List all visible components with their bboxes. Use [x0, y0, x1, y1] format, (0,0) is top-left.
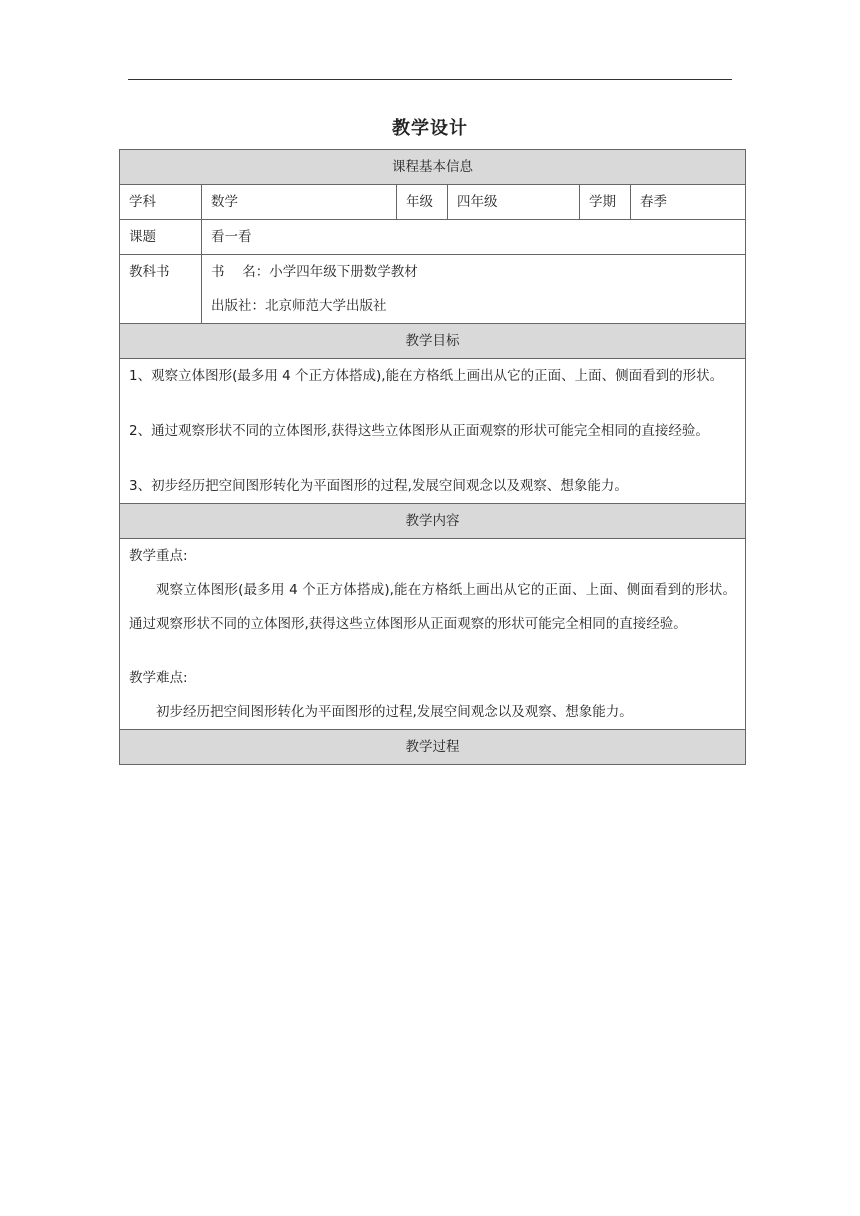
key-points-text: 观察立体图形(最多用 4 个正方体搭成),能在方格纸上画出从它的正面、上面、侧面看到的形状。通过观察形状不同的立体图形,获得这些立体图形从正面观察的形状可能完全相同的直接经验。	[129, 582, 737, 632]
objective-item-3: 3、初步经历把空间图形转化为平面图形的过程,发展空间观念以及观察、想象能力。	[129, 478, 628, 494]
subject-value: 数学	[202, 185, 397, 220]
term-value: 春季	[631, 185, 746, 220]
lesson-plan-table	[119, 149, 746, 765]
topic-value: 看一看	[202, 220, 746, 255]
content-body	[120, 539, 746, 730]
objective-item-1: 1、观察立体图形(最多用 4 个正方体搭成),能在方格纸上画出从它的正面、上面、侧面看到的形状。	[129, 368, 724, 384]
grade-value: 四年级	[448, 185, 580, 220]
process-header-row	[120, 730, 746, 765]
textbook-info	[202, 255, 746, 324]
topic-label: 课题	[120, 220, 202, 255]
objectives-heading: 教学目标	[120, 324, 746, 359]
objective-item-2: 2、通过观察形状不同的立体图形,获得这些立体图形从正面观察的形状可能完全相同的直接经验。	[129, 423, 709, 439]
content-row	[120, 539, 746, 730]
key-points-label: 教学重点:	[129, 548, 188, 564]
content-heading: 教学内容	[120, 504, 746, 539]
header-rule	[128, 79, 732, 80]
objectives-header-row	[120, 324, 746, 359]
content-header-row	[120, 504, 746, 539]
document-title: 教学设计	[392, 118, 468, 139]
textbook-publisher: 出版社：北京师范大学出版社	[211, 298, 387, 314]
difficulty-label: 教学难点:	[129, 670, 188, 686]
textbook-name: 书 名：小学四年级下册数学教材	[211, 264, 418, 280]
basic-info-heading: 课程基本信息	[120, 150, 746, 185]
subject-row	[120, 185, 746, 220]
process-heading: 教学过程	[120, 730, 746, 765]
textbook-row	[120, 255, 746, 324]
basic-info-header-row	[120, 150, 746, 185]
grade-label: 年级	[397, 185, 448, 220]
subject-label: 学科	[120, 185, 202, 220]
difficulty-text: 初步经历把空间图形转化为平面图形的过程,发展空间观念以及观察、想象能力。	[156, 704, 633, 720]
textbook-label: 教科书	[120, 255, 202, 324]
objectives-body	[120, 359, 746, 504]
objectives-row	[120, 359, 746, 504]
topic-row	[120, 220, 746, 255]
term-label: 学期	[580, 185, 631, 220]
